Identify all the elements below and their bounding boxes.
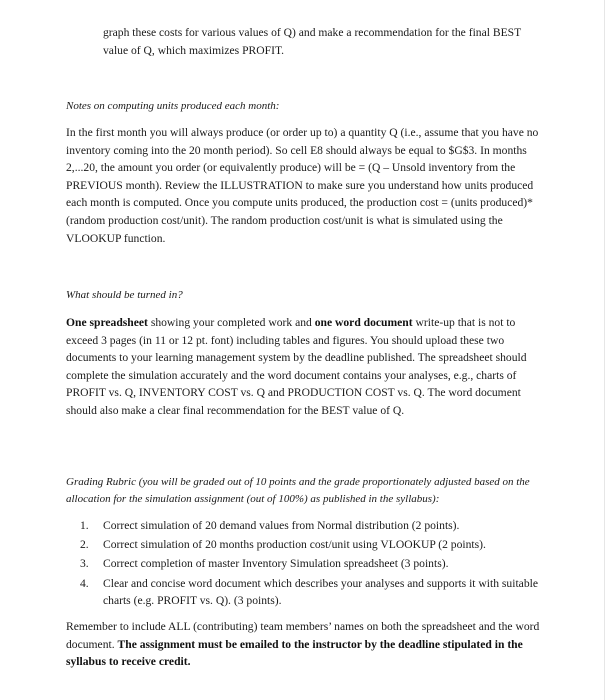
rubric-item-number: 1. (80, 519, 89, 532)
spreadsheet-lead: One spreadsheet (66, 316, 148, 329)
rubric-item-text: Clear and concise word document which describes your analyses and supports it with suitable charts (e.g. PROFIT vs. Q). (3 points). (103, 576, 538, 608)
rubric-item-text: Correct completion of master Inventory Simulation spreadsheet (3 points). (103, 557, 449, 571)
rubric-item-number: 2. (80, 538, 89, 552)
rubric-item-text: Correct simulation of 20 months production cost/unit using VLOOKUP (2 points). (103, 538, 486, 552)
rubric-item-number: 4. (80, 576, 89, 590)
rubric-item (80, 517, 550, 535)
word-document-lead: one word document (314, 316, 413, 329)
turn-in-text-1: showing your completed work and (147, 316, 315, 329)
intro-paragraph: graph these costs for various values of Q) and make a recommendation for the final BEST value of Q, which maximizes PROFIT. (103, 26, 522, 57)
rubric-heading: Grading Rubric (you will be graded out of 10 points and the grade proportionately adjusted based on the allocation for the simulation assignment (out of 100%) as published in the syllabus): (66, 476, 530, 505)
turn-in-text-2: write-up that is not to exceed 3 pages (in 11 or 12 pt. font) including tables and figures. You should upload these two documents to your learning management system by the deadline published. The spreadsheet should complete the simulation accurately and the word document contains your analyses, e.g., charts of PROFIT vs. Q, INVENTORY COST vs. Q and PRODUCTION COST vs. Q. The word document should also make a clear final recommendation for the BEST value of Q. (66, 316, 527, 417)
reminder-bold-text: The assignment must be emailed to the instructor by the deadline stipulated in the syllabus to receive credit. (66, 637, 523, 669)
turn-in-paragraph (66, 314, 550, 420)
rubric-item-text: Correct simulation of 20 demand values from Normal distribution (2 points). (103, 519, 460, 532)
notes-heading: Notes on computing units produced each month: (66, 100, 280, 112)
reminder-text: Remember to include ALL (contributing) team members’ names on both the spreadsheet and the word document. (66, 620, 540, 651)
rubric-item-number: 3. (80, 557, 89, 571)
reminder-paragraph (66, 618, 550, 671)
rubric-item (80, 555, 550, 573)
notes-paragraph: In the first month you will always produce (or order up to) a quantity Q (i.e., assume that you have no inventory coming into the 20 month period). So cell E8 should always be equal to $G$3. In months 2,...20, the amount you order (or equivalently produce) will be = (Q – Unsold inventory from the PREVIOUS month). Review the ILLUSTRATION to make sure you understand how units produced each month is computed. Once you compute units produced, the production cost = (units produced)*(random production cost/unit). The random production cost/unit is what is simulated using the VLOOKUP function. (66, 126, 539, 245)
rubric-item (80, 536, 550, 554)
rubric-list (80, 517, 550, 611)
turn-in-heading: What should be turned in? (66, 289, 183, 301)
rubric-item (80, 575, 550, 610)
